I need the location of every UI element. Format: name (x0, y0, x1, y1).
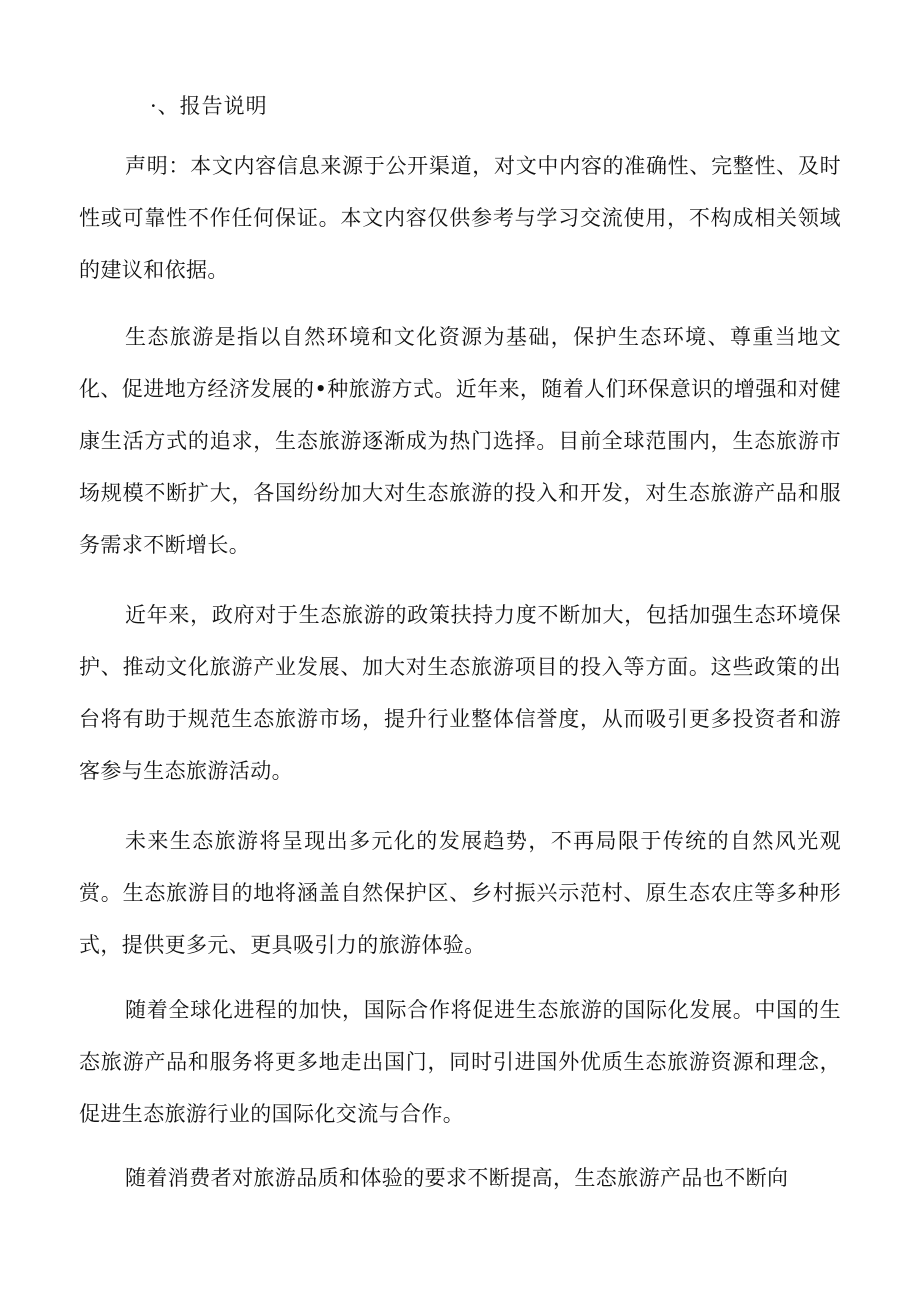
disclaimer-paragraph: 声明：本文内容信息来源于公开渠道，对文中内容的准确性、完整性、及时性或可靠性不作任何保证。本文内容仅供参考与学习交流使用，不构成相关领域的建议和依据。 (79, 154, 841, 282)
body-paragraph: 未来生态旅游将呈现出多元化的发展趋势，不再局限于传统的自然风光观赏。生态旅游目的地将涵盖自然保护区、乡村振兴示范村、原生态农庄等多种形式，提供更多元、更具吸引力的旅游体验。 (79, 829, 841, 957)
body-paragraph: 生态旅游是指以自然环境和文化资源为基础，保护生态环境、尊重当地文化、促进地方经济发展的•种旅游方式。近年来，随着人们环保意识的增强和对健康生活方式的追求，生态旅游逐渐成为热门选择。目前全球范围内，生态旅游市场规模不断扩大，各国纷纷加大对生态旅游的投入和开发，对生态旅游产品和服务需求不断增长。 (79, 325, 841, 557)
body-paragraph: 随着全球化进程的加快，国际合作将促进生态旅游的国际化发展。中国的生态旅游产品和服务将更多地走出国门，同时引进国外优质生态旅游资源和理念，促进生态旅游行业的国际化交流与合作。 (79, 998, 841, 1126)
section-heading: ·、报告说明 (150, 94, 268, 118)
body-paragraph: 近年来，政府对于生态旅游的政策扶持力度不断加大，包括加强生态环境保护、推动文化旅游产业发展、加大对生态旅游项目的投入等方面。这些政策的出台将有助于规范生态旅游市场，提升行业整体信誉度，从而吸引更多投资者和游客参与生态旅游活动。 (79, 603, 841, 783)
body-paragraph-partial: 随着消费者对旅游品质和体验的要求不断提高，生态旅游产品也不断向 (125, 1166, 789, 1190)
